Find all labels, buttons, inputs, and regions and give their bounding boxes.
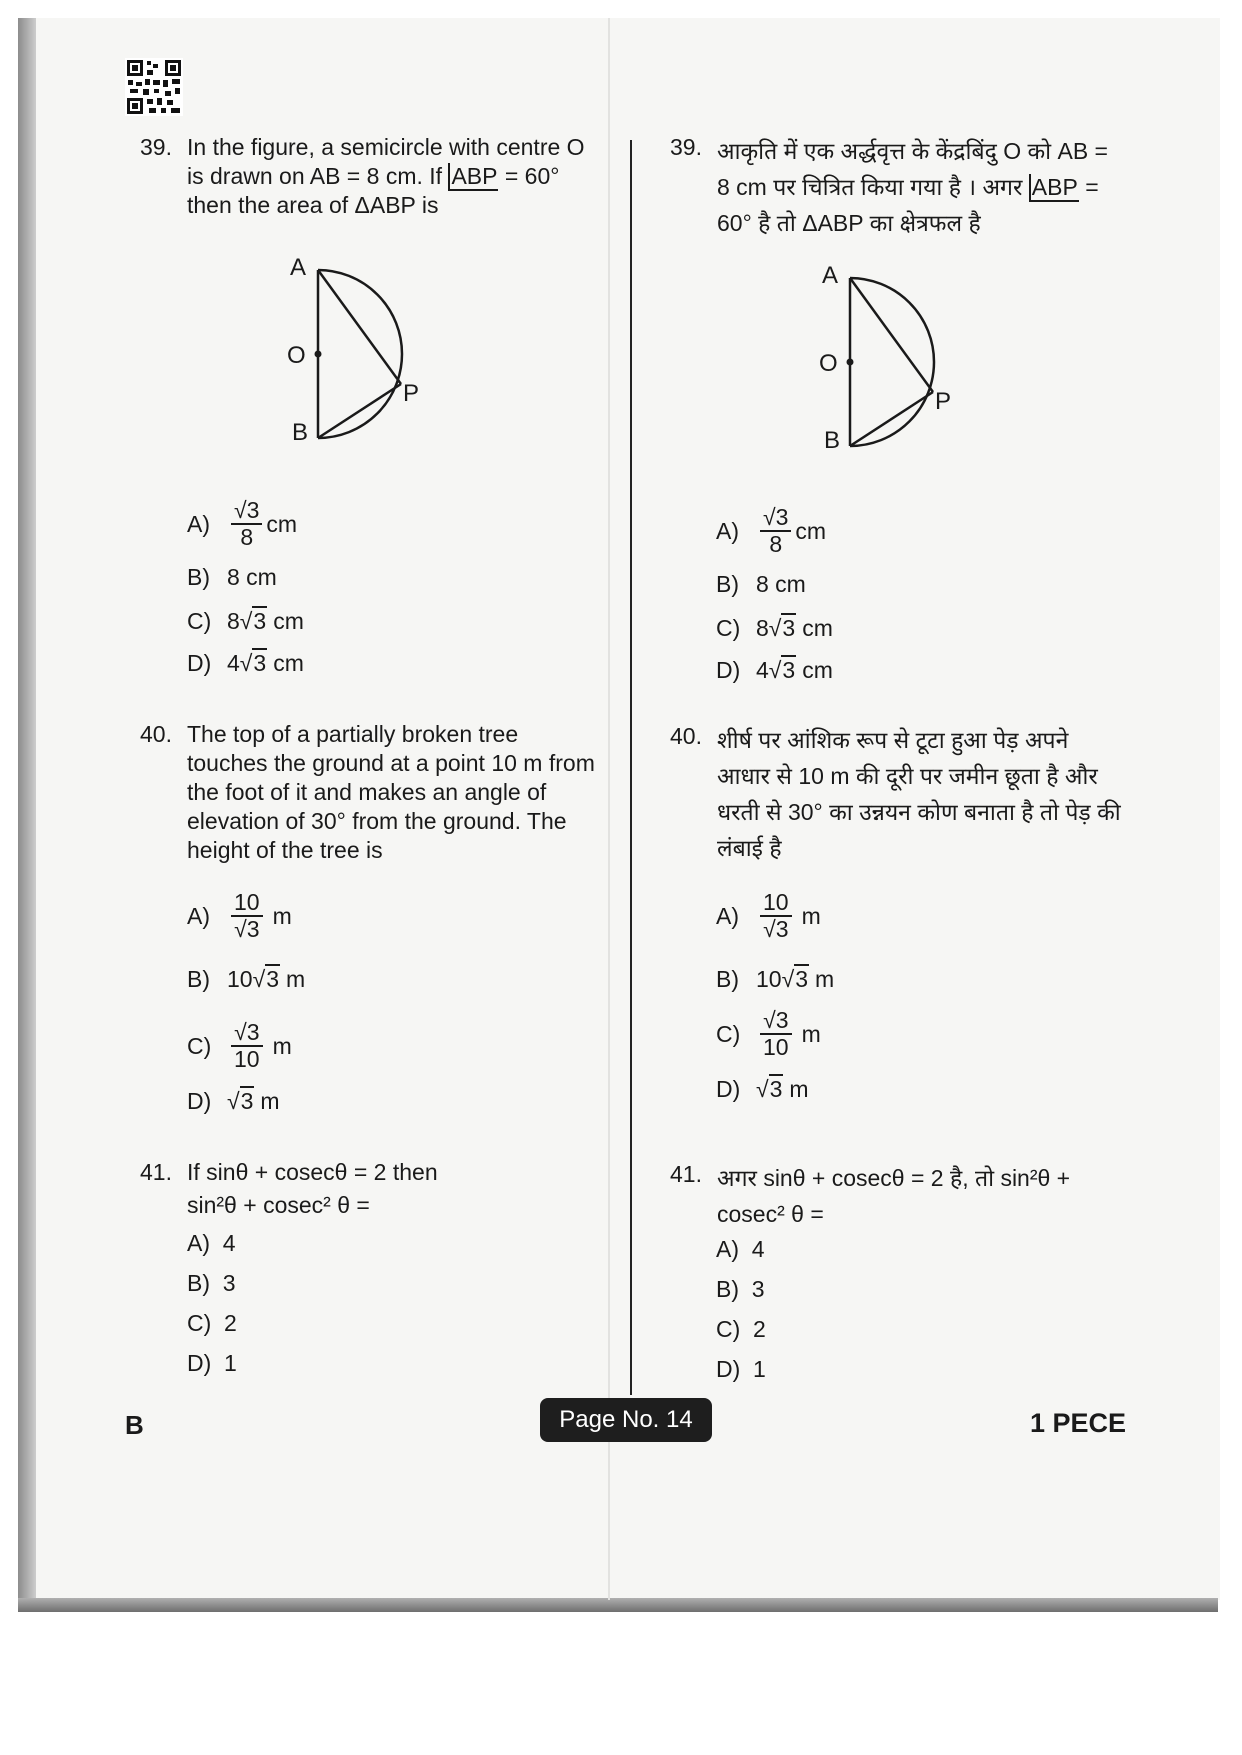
option-a[interactable]: A) 4: [716, 1236, 765, 1262]
option-c[interactable]: C) 2: [187, 1310, 237, 1336]
option-a[interactable]: A) $\frac{√3}{8}$ cm: [716, 504, 827, 558]
option-b[interactable]: B) 3: [716, 1276, 765, 1302]
scan-edge-left: [18, 18, 38, 1610]
option-b[interactable]: B) 8 cm: [187, 564, 277, 590]
point-label-o: O: [819, 350, 838, 377]
page-fold-line: [608, 18, 610, 1600]
point-label-o: O: [287, 342, 306, 369]
option-a[interactable]: A) $\frac{√3}{8}$ cm: [187, 497, 298, 551]
option-c[interactable]: C) $\frac{√3}{10}$ m: [187, 1019, 292, 1073]
option-a[interactable]: A) $\frac{10}{√3}$ m: [716, 889, 821, 943]
option-c[interactable]: C) 8 √3 cm: [716, 615, 833, 641]
section-marker: B: [125, 1410, 144, 1440]
option-b[interactable]: B) 8 cm: [716, 571, 806, 597]
option-a[interactable]: A) 4: [187, 1230, 236, 1256]
option-b[interactable]: B) 10 √3 m: [187, 966, 306, 992]
option-c[interactable]: C) 2: [716, 1316, 766, 1342]
option-c[interactable]: C) $\frac{√3}{10}$ m: [716, 1007, 821, 1061]
question-number: 40.: [670, 723, 702, 749]
option-d[interactable]: D) √3 m: [187, 1088, 280, 1114]
question-text: The top of a partially broken tree touches the ground at a point 10 m from the foot of it and makes an angle of elevation of 30° from the ground. The height of the tree is: [187, 721, 595, 863]
option-d[interactable]: D) 4 √3 cm: [187, 650, 304, 676]
scan-edge-bottom: [18, 1598, 1218, 1612]
option-b[interactable]: B) 3: [187, 1270, 236, 1296]
question-number: 40.: [140, 721, 172, 747]
question-text: If sinθ + cosecθ = 2 then sin²θ + cosec² θ =: [187, 1159, 438, 1218]
page-number-badge: Page No. 14: [540, 1398, 712, 1442]
point-label-b: B: [292, 419, 309, 446]
question-number: 41.: [140, 1159, 172, 1185]
point-label-a: A: [290, 254, 307, 281]
column-divider: [630, 140, 632, 1395]
question-number: 39.: [670, 134, 702, 160]
point-label-p: P: [935, 388, 952, 415]
option-a[interactable]: A) $\frac{10}{√3}$ m: [187, 889, 292, 943]
option-c[interactable]: C) 8 √3 cm: [187, 608, 304, 634]
question-text: In the figure, a semicircle with centre O is drawn on AB = 8 cm. If ABP = 60° then the area of ΔABP is: [187, 134, 585, 218]
option-d[interactable]: D) 4 √3 cm: [716, 657, 833, 683]
qr-code-icon: [125, 58, 183, 116]
point-label-p: P: [403, 380, 420, 407]
fraction: $\frac{√3}{8}$: [231, 498, 262, 551]
option-d[interactable]: D) 1: [716, 1356, 766, 1382]
question-text: आकृति में एक अर्द्धवृत्त के केंद्रबिंदु O को AB = 8 cm पर चित्रित किया गया है । अगर ABP = 60° है तो ΔABP का क्षेत्रफल है: [717, 138, 1108, 236]
question-text: शीर्ष पर आंशिक रूप से टूटा हुआ पेड़ अपने आधार से 10 m की दूरी पर जमीन छूता है और धरती से 30° का उन्नयन कोण बनाता है तो पेड़ की लंबाई है: [717, 727, 1121, 861]
paper-code: 1 PECE: [1030, 1408, 1127, 1438]
option-d[interactable]: D) 1: [187, 1350, 237, 1376]
semicircle-figure-hi: [812, 258, 982, 458]
question-number: 41.: [670, 1161, 702, 1187]
option-b[interactable]: B) 10 √3 m: [716, 966, 835, 992]
point-label-b: B: [824, 427, 841, 454]
point-label-a: A: [822, 262, 839, 289]
question-text: अगर sinθ + cosecθ = 2 है, तो sin²θ + cosec² θ =: [717, 1165, 1071, 1227]
question-number: 39.: [140, 134, 172, 160]
semicircle-figure-en: [280, 250, 450, 450]
angle-notation: ABP: [1029, 174, 1079, 202]
angle-notation: ABP: [448, 163, 498, 191]
option-d[interactable]: D) √3 m: [716, 1076, 809, 1102]
